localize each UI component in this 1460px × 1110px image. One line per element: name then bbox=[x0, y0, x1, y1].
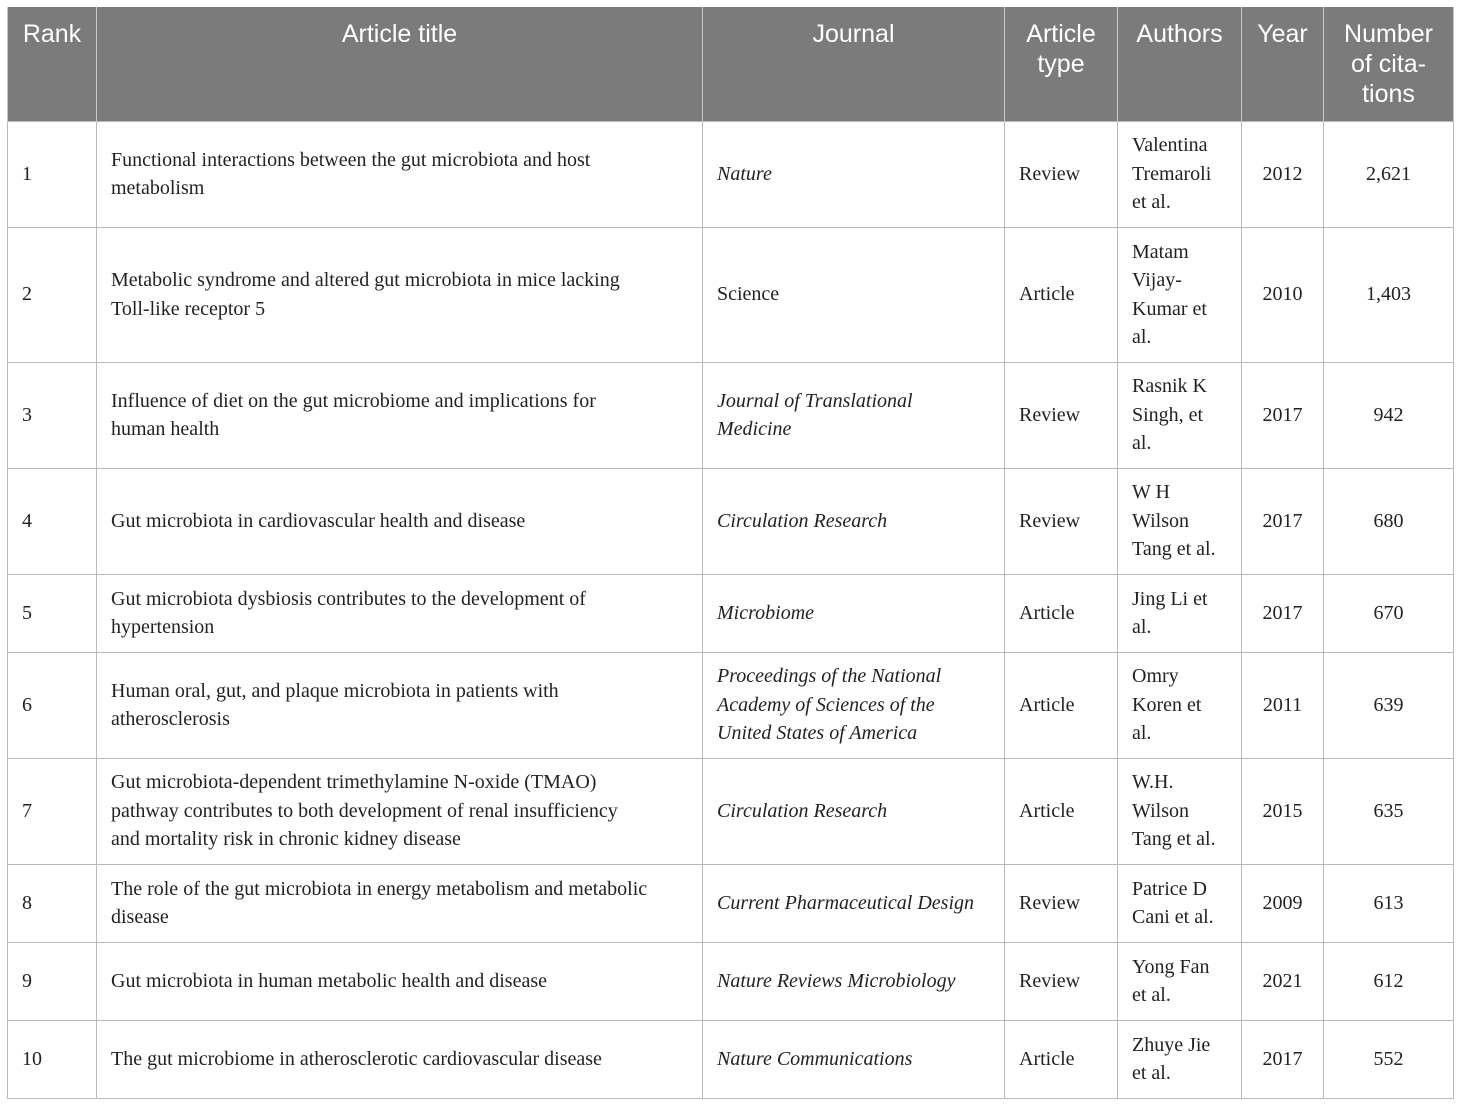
header-row bbox=[8, 7, 1454, 121]
cell-number-of-citations: 639 bbox=[1324, 652, 1454, 758]
article-title-line: pathway contributes to both development of renal insufficiency bbox=[111, 799, 618, 822]
table-row bbox=[8, 121, 1454, 227]
cell-rank: 6 bbox=[8, 652, 97, 758]
article-title-line: Influence of diet on the gut microbiome and implications for bbox=[111, 389, 596, 412]
journal-line: Medicine bbox=[717, 418, 792, 440]
cell-article-title bbox=[97, 942, 703, 1020]
authors-line: Tremaroli bbox=[1132, 162, 1212, 185]
cell-journal bbox=[703, 1020, 1005, 1098]
cell-article-title bbox=[97, 121, 703, 227]
table-row bbox=[8, 758, 1454, 864]
cell-number-of-citations: 942 bbox=[1324, 362, 1454, 468]
cell-journal bbox=[703, 121, 1005, 227]
cell-authors bbox=[1118, 227, 1242, 362]
cell-article-type: Review bbox=[1005, 468, 1118, 574]
cell-article-title bbox=[97, 227, 703, 362]
cell-article-title bbox=[97, 758, 703, 864]
cell-year: 2009 bbox=[1242, 864, 1324, 942]
table-row bbox=[8, 652, 1454, 758]
cell-journal bbox=[703, 864, 1005, 942]
article-title-line: Gut microbiota in cardiovascular health and disease bbox=[111, 509, 526, 532]
cell-year: 2012 bbox=[1242, 121, 1324, 227]
citations-table-container bbox=[7, 7, 1453, 1099]
article-title-line: and mortality risk in chronic kidney disease bbox=[111, 828, 461, 851]
authors-line: et al. bbox=[1132, 984, 1171, 1006]
authors-line: Wilson bbox=[1132, 509, 1189, 532]
journal-line: Nature bbox=[717, 162, 772, 185]
table-row bbox=[8, 468, 1454, 574]
authors-line: Matam bbox=[1132, 240, 1189, 263]
authors-line: Kumar et bbox=[1132, 297, 1207, 320]
header-article-type-line: type bbox=[1037, 50, 1085, 78]
cell-rank: 3 bbox=[8, 362, 97, 468]
cell-authors bbox=[1118, 121, 1242, 227]
cell-number-of-citations: 1,403 bbox=[1324, 227, 1454, 362]
cell-rank: 4 bbox=[8, 468, 97, 574]
table-row bbox=[8, 362, 1454, 468]
authors-line: Rasnik K bbox=[1132, 375, 1207, 398]
article-title-line: metabolism bbox=[111, 177, 205, 199]
cell-article-title bbox=[97, 468, 703, 574]
cell-number-of-citations: 635 bbox=[1324, 758, 1454, 864]
cell-article-type: Article bbox=[1005, 652, 1118, 758]
authors-line: Jing Li et bbox=[1132, 587, 1208, 610]
cell-journal bbox=[703, 468, 1005, 574]
cell-rank: 7 bbox=[8, 758, 97, 864]
cell-article-type: Review bbox=[1005, 942, 1118, 1020]
cell-rank: 9 bbox=[8, 942, 97, 1020]
cell-authors bbox=[1118, 864, 1242, 942]
authors-line: Patrice D bbox=[1132, 877, 1207, 900]
authors-line: Zhuye Jie bbox=[1132, 1033, 1211, 1056]
cell-authors bbox=[1118, 1020, 1242, 1098]
cell-number-of-citations: 612 bbox=[1324, 942, 1454, 1020]
header-authors: Authors bbox=[1118, 7, 1242, 121]
header-article-type-line: Article bbox=[1026, 20, 1096, 48]
cell-rank: 2 bbox=[8, 227, 97, 362]
article-title-line: disease bbox=[111, 906, 169, 928]
header-year: Year bbox=[1242, 7, 1324, 121]
cell-authors bbox=[1118, 942, 1242, 1020]
article-title-line: Gut microbiota-dependent trimethylamine N-oxide (TMAO) bbox=[111, 771, 597, 794]
header-rank: Rank bbox=[8, 7, 97, 121]
journal-line: Academy of Sciences of the bbox=[717, 693, 935, 716]
cell-year: 2021 bbox=[1242, 942, 1324, 1020]
cell-year: 2017 bbox=[1242, 574, 1324, 652]
cell-article-title bbox=[97, 1020, 703, 1098]
cell-number-of-citations: 670 bbox=[1324, 574, 1454, 652]
cell-authors bbox=[1118, 652, 1242, 758]
cell-article-title bbox=[97, 652, 703, 758]
cell-year: 2017 bbox=[1242, 468, 1324, 574]
authors-line: W.H. bbox=[1132, 771, 1174, 794]
cell-article-title bbox=[97, 362, 703, 468]
cell-journal bbox=[703, 362, 1005, 468]
cell-article-type: Article bbox=[1005, 1020, 1118, 1098]
cell-year: 2011 bbox=[1242, 652, 1324, 758]
authors-line: Wilson bbox=[1132, 799, 1189, 822]
cell-number-of-citations: 680 bbox=[1324, 468, 1454, 574]
article-title-line: atherosclerosis bbox=[111, 708, 230, 730]
article-title-line: The role of the gut microbiota in energy metabolism and metabolic bbox=[111, 877, 648, 900]
header-article-type bbox=[1005, 7, 1118, 121]
cell-article-type: Article bbox=[1005, 227, 1118, 362]
cell-number-of-citations: 2,621 bbox=[1324, 121, 1454, 227]
authors-line: et al. bbox=[1132, 1062, 1171, 1084]
journal-line: Journal of Translational bbox=[717, 389, 913, 412]
cell-article-type: Review bbox=[1005, 864, 1118, 942]
cell-authors bbox=[1118, 362, 1242, 468]
journal-line: Science bbox=[717, 283, 780, 306]
table-row bbox=[8, 942, 1454, 1020]
cell-year: 2015 bbox=[1242, 758, 1324, 864]
authors-line: al. bbox=[1132, 326, 1152, 348]
authors-line: Omry bbox=[1132, 665, 1179, 688]
journal-line: Microbiome bbox=[717, 601, 815, 624]
top-cited-articles-table bbox=[7, 7, 1454, 1099]
article-title-line: Metabolic syndrome and altered gut microbiota in mice lacking bbox=[111, 269, 620, 291]
cell-article-type: Article bbox=[1005, 574, 1118, 652]
cell-number-of-citations: 613 bbox=[1324, 864, 1454, 942]
header-citations-line: of cita- bbox=[1350, 50, 1427, 78]
cell-authors bbox=[1118, 574, 1242, 652]
authors-line: al. bbox=[1132, 722, 1152, 745]
article-title-line: Human oral, gut, and plaque microbiota in patients with bbox=[111, 679, 559, 702]
table-row bbox=[8, 574, 1454, 652]
article-title-line: The gut microbiome in atherosclerotic cardiovascular disease bbox=[111, 1047, 602, 1070]
authors-line: Koren et bbox=[1132, 693, 1202, 716]
cell-rank: 1 bbox=[8, 121, 97, 227]
table-row bbox=[8, 1020, 1454, 1098]
cell-year: 2010 bbox=[1242, 227, 1324, 362]
table-header bbox=[8, 7, 1454, 121]
cell-journal bbox=[703, 574, 1005, 652]
authors-line: al. bbox=[1132, 616, 1152, 638]
cell-journal bbox=[703, 758, 1005, 864]
authors-line: et al. bbox=[1132, 191, 1171, 214]
journal-line: Proceedings of the National bbox=[717, 665, 942, 688]
header-number-of-citations bbox=[1324, 7, 1454, 121]
header-citations-line: tions bbox=[1362, 80, 1415, 108]
authors-line: W H bbox=[1132, 481, 1170, 504]
journal-line: Nature Reviews Microbiology bbox=[717, 969, 956, 992]
cell-journal bbox=[703, 227, 1005, 362]
journal-line: Current Pharmaceutical Design bbox=[717, 891, 975, 914]
table-row bbox=[8, 864, 1454, 942]
cell-article-type: Article bbox=[1005, 758, 1118, 864]
authors-line: Vijay- bbox=[1132, 269, 1182, 291]
cell-journal bbox=[703, 942, 1005, 1020]
authors-line: Tang et al. bbox=[1132, 538, 1216, 561]
authors-line: Cani et al. bbox=[1132, 906, 1214, 928]
journal-line: United States of America bbox=[717, 722, 918, 745]
article-title-line: Toll-like receptor 5 bbox=[111, 297, 266, 320]
cell-number-of-citations: 552 bbox=[1324, 1020, 1454, 1098]
authors-line: Yong Fan bbox=[1132, 955, 1210, 978]
cell-article-title bbox=[97, 864, 703, 942]
cell-rank: 8 bbox=[8, 864, 97, 942]
cell-rank: 5 bbox=[8, 574, 97, 652]
journal-line: Circulation Research bbox=[717, 799, 888, 822]
article-title-line: Gut microbiota in human metabolic health and disease bbox=[111, 969, 547, 992]
header-citations-line: Number bbox=[1344, 20, 1433, 48]
journal-line: Circulation Research bbox=[717, 509, 888, 532]
cell-year: 2017 bbox=[1242, 1020, 1324, 1098]
cell-article-type: Review bbox=[1005, 121, 1118, 227]
authors-line: Valentina bbox=[1132, 134, 1208, 157]
article-title-line: hypertension bbox=[111, 616, 215, 638]
authors-line: Tang et al. bbox=[1132, 828, 1216, 851]
header-journal: Journal bbox=[703, 7, 1005, 121]
header-article-title: Article title bbox=[97, 7, 703, 121]
table-body bbox=[8, 121, 1454, 1098]
article-title-line: Functional interactions between the gut microbiota and host bbox=[111, 148, 591, 171]
article-title-line: human health bbox=[111, 418, 220, 440]
authors-line: al. bbox=[1132, 432, 1152, 455]
cell-rank: 10 bbox=[8, 1020, 97, 1098]
cell-authors bbox=[1118, 468, 1242, 574]
authors-line: Singh, et bbox=[1132, 403, 1204, 426]
cell-year: 2017 bbox=[1242, 362, 1324, 468]
journal-line: Nature Communications bbox=[717, 1047, 913, 1070]
cell-journal bbox=[703, 652, 1005, 758]
cell-article-title bbox=[97, 574, 703, 652]
cell-article-type: Review bbox=[1005, 362, 1118, 468]
article-title-line: Gut microbiota dysbiosis contributes to the development of bbox=[111, 587, 586, 610]
table-row bbox=[8, 227, 1454, 362]
cell-authors bbox=[1118, 758, 1242, 864]
